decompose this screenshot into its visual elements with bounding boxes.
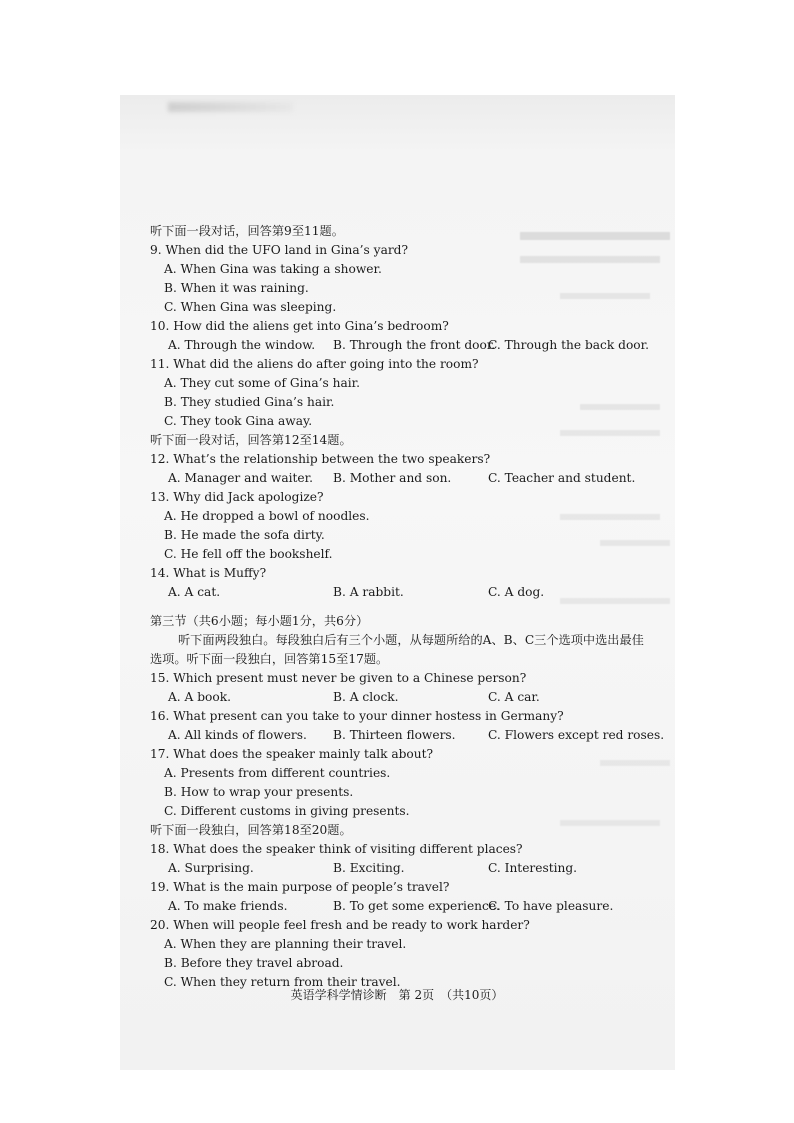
section-3 <box>150 612 675 669</box>
option-a: A. A book. <box>168 690 231 704</box>
question-text: 18. What does the speaker think of visiting different places? <box>150 842 523 856</box>
question-text: 16. What present can you take to your dinner hostess in Germany? <box>150 709 564 723</box>
option-c: C. Interesting. <box>488 861 578 875</box>
option-a: A. He dropped a bowl of noodles. <box>164 509 370 523</box>
option-b: B. They studied Gina’s hair. <box>164 395 335 409</box>
dialog-intro-12-14: 听下面一段对话，回答第12至14题。 <box>150 433 352 447</box>
option-c: C. Different customs in giving presents. <box>164 804 410 818</box>
section-instruction-cont: 选项。听下面一段独白，回答第15至17题。 <box>150 652 389 666</box>
options-row <box>150 859 675 878</box>
options-row <box>150 583 675 602</box>
option-c: C. Teacher and student. <box>488 471 636 485</box>
option-a: A. Presents from different countries. <box>164 766 391 780</box>
option-b: B. Through the front door. <box>333 338 496 352</box>
option-c: C. They took Gina away. <box>164 414 313 428</box>
option-c: C. To have pleasure. <box>488 899 614 913</box>
option-b: B. To get some experience. <box>333 899 500 913</box>
options-row <box>150 469 675 488</box>
question-text: 19. What is the main purpose of people’s travel? <box>150 880 450 894</box>
question-text: 9. When did the UFO land in Gina’s yard? <box>150 243 408 257</box>
question-11 <box>150 355 675 431</box>
option-a: A. When Gina was taking a shower. <box>164 262 382 276</box>
option-a: A. When they are planning their travel. <box>164 937 407 951</box>
option-c: C. A dog. <box>488 585 545 599</box>
question-17 <box>150 745 675 821</box>
question-13 <box>150 488 675 564</box>
question-text: 13. Why did Jack apologize? <box>150 490 324 504</box>
option-b: B. When it was raining. <box>164 281 309 295</box>
question-20 <box>150 916 675 992</box>
question-text: 15. Which present must never be given to a Chinese person? <box>150 671 527 685</box>
options-row <box>150 726 675 745</box>
section-instruction: 听下面两段独白。每段独白后有三个小题，从每题所给的A、B、C三个选项中选出最佳 <box>178 633 644 647</box>
question-12 <box>150 450 675 488</box>
option-b: B. Thirteen flowers. <box>333 728 456 742</box>
options-row <box>150 688 675 707</box>
question-14 <box>150 564 675 602</box>
question-15 <box>150 669 675 707</box>
option-a: A. Manager and waiter. <box>168 471 313 485</box>
option-c: C. When Gina was sleeping. <box>164 300 337 314</box>
options-row <box>150 897 675 916</box>
section-heading: 第三节（共6小题；每小题1分，共6分） <box>150 614 369 628</box>
option-b: B. Before they travel abroad. <box>164 956 344 970</box>
option-b: B. Exciting. <box>333 861 405 875</box>
question-19 <box>150 878 675 916</box>
monologue-intro-18-20: 听下面一段独白，回答第18至20题。 <box>150 823 352 837</box>
option-a: A. To make friends. <box>168 899 288 913</box>
option-c: C. When they return from their travel. <box>164 975 401 989</box>
option-a: A. All kinds of flowers. <box>168 728 307 742</box>
option-c: C. Through the back door. <box>488 338 649 352</box>
option-a: A. They cut some of Gina’s hair. <box>164 376 361 390</box>
option-b: B. He made the sofa dirty. <box>164 528 325 542</box>
option-b: B. Mother and son. <box>333 471 452 485</box>
question-9 <box>150 241 675 317</box>
option-a: A. Through the window. <box>168 338 316 352</box>
question-text: 14. What is Muffy? <box>150 566 267 580</box>
question-text: 12. What’s the relationship between the two speakers? <box>150 452 491 466</box>
options-row <box>150 336 675 355</box>
dialog-intro-9-11: 听下面一段对话，回答第9至11题。 <box>150 224 344 238</box>
option-c: C. A car. <box>488 690 540 704</box>
option-c: C. He fell off the bookshelf. <box>164 547 333 561</box>
question-18 <box>150 840 675 878</box>
option-b: B. How to wrap your presents. <box>164 785 354 799</box>
option-a: A. Surprising. <box>168 861 254 875</box>
question-16 <box>150 707 675 745</box>
option-c: C. Flowers except red roses. <box>488 728 665 742</box>
question-text: 17. What does the speaker mainly talk about? <box>150 747 434 761</box>
option-b: B. A clock. <box>333 690 399 704</box>
question-text: 10. How did the aliens get into Gina’s bedroom? <box>150 319 449 333</box>
question-10 <box>150 317 675 355</box>
option-a: A. A cat. <box>168 585 221 599</box>
page-footer: 英语学科学情诊断 第 2页 （共10页） <box>290 988 504 1002</box>
question-text: 20. When will people feel fresh and be ready to work harder? <box>150 918 530 932</box>
option-b: B. A rabbit. <box>333 585 404 599</box>
exam-content <box>150 222 675 992</box>
scan-shadow-bar <box>168 102 293 112</box>
question-text: 11. What did the aliens do after going into the room? <box>150 357 479 371</box>
